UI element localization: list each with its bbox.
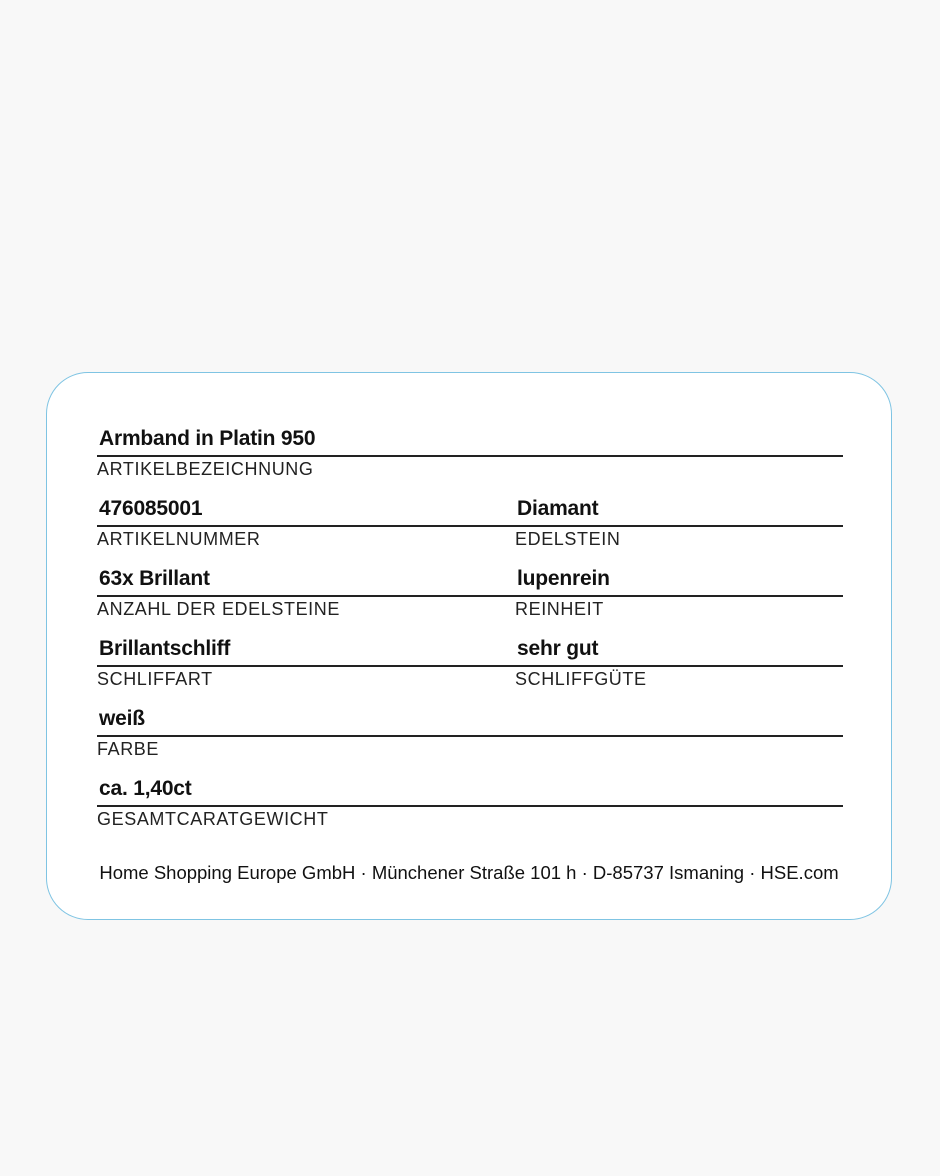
- field-farbe: [97, 705, 843, 757]
- field-label: REINHEIT: [515, 599, 604, 619]
- divider-line: [515, 665, 843, 667]
- field-edelstein: [515, 495, 843, 547]
- company-footer: Home Shopping Europe GmbH · Münchener Straße 101 h · D-85737 Ismaning · HSE.com: [99, 862, 839, 883]
- field-label: SCHLIFFGÜTE: [515, 669, 647, 689]
- certificate-card: [46, 372, 892, 920]
- field-gesamtcaratgewicht: [97, 775, 843, 827]
- field-artikelbezeichnung: [97, 425, 843, 477]
- divider-line: [97, 455, 843, 457]
- field-label: FARBE: [97, 739, 160, 759]
- field-label: ARTIKELNUMMER: [97, 529, 261, 549]
- field-value: 63x Brillant: [99, 567, 210, 590]
- field-anzahl-der-edelsteine: [97, 565, 515, 617]
- divider-line: [97, 805, 843, 807]
- divider-line: [515, 595, 843, 597]
- divider-line: [97, 735, 843, 737]
- field-value: ca. 1,40ct: [99, 777, 192, 800]
- field-value: Diamant: [517, 497, 599, 520]
- field-value: weiß: [99, 707, 145, 730]
- field-value: lupenrein: [517, 567, 610, 590]
- field-value: 476085001: [99, 497, 203, 520]
- field-label: SCHLIFFART: [97, 669, 213, 689]
- field-label: ARTIKELBEZEICHNUNG: [97, 459, 314, 479]
- field-value: Armband in Platin 950: [99, 427, 316, 450]
- divider-line: [97, 525, 515, 527]
- field-value: sehr gut: [517, 637, 599, 660]
- divider-line: [515, 525, 843, 527]
- field-reinheit: [515, 565, 843, 617]
- field-label: GESAMTCARATGEWICHT: [97, 809, 329, 829]
- field-label: ANZAHL DER EDELSTEINE: [97, 599, 340, 619]
- field-label: EDELSTEIN: [515, 529, 621, 549]
- divider-line: [97, 595, 515, 597]
- field-value: Brillantschliff: [99, 637, 231, 660]
- field-schliffart: [97, 635, 515, 687]
- field-schliffguete: [515, 635, 843, 687]
- field-artikelnummer: [97, 495, 515, 547]
- divider-line: [97, 665, 515, 667]
